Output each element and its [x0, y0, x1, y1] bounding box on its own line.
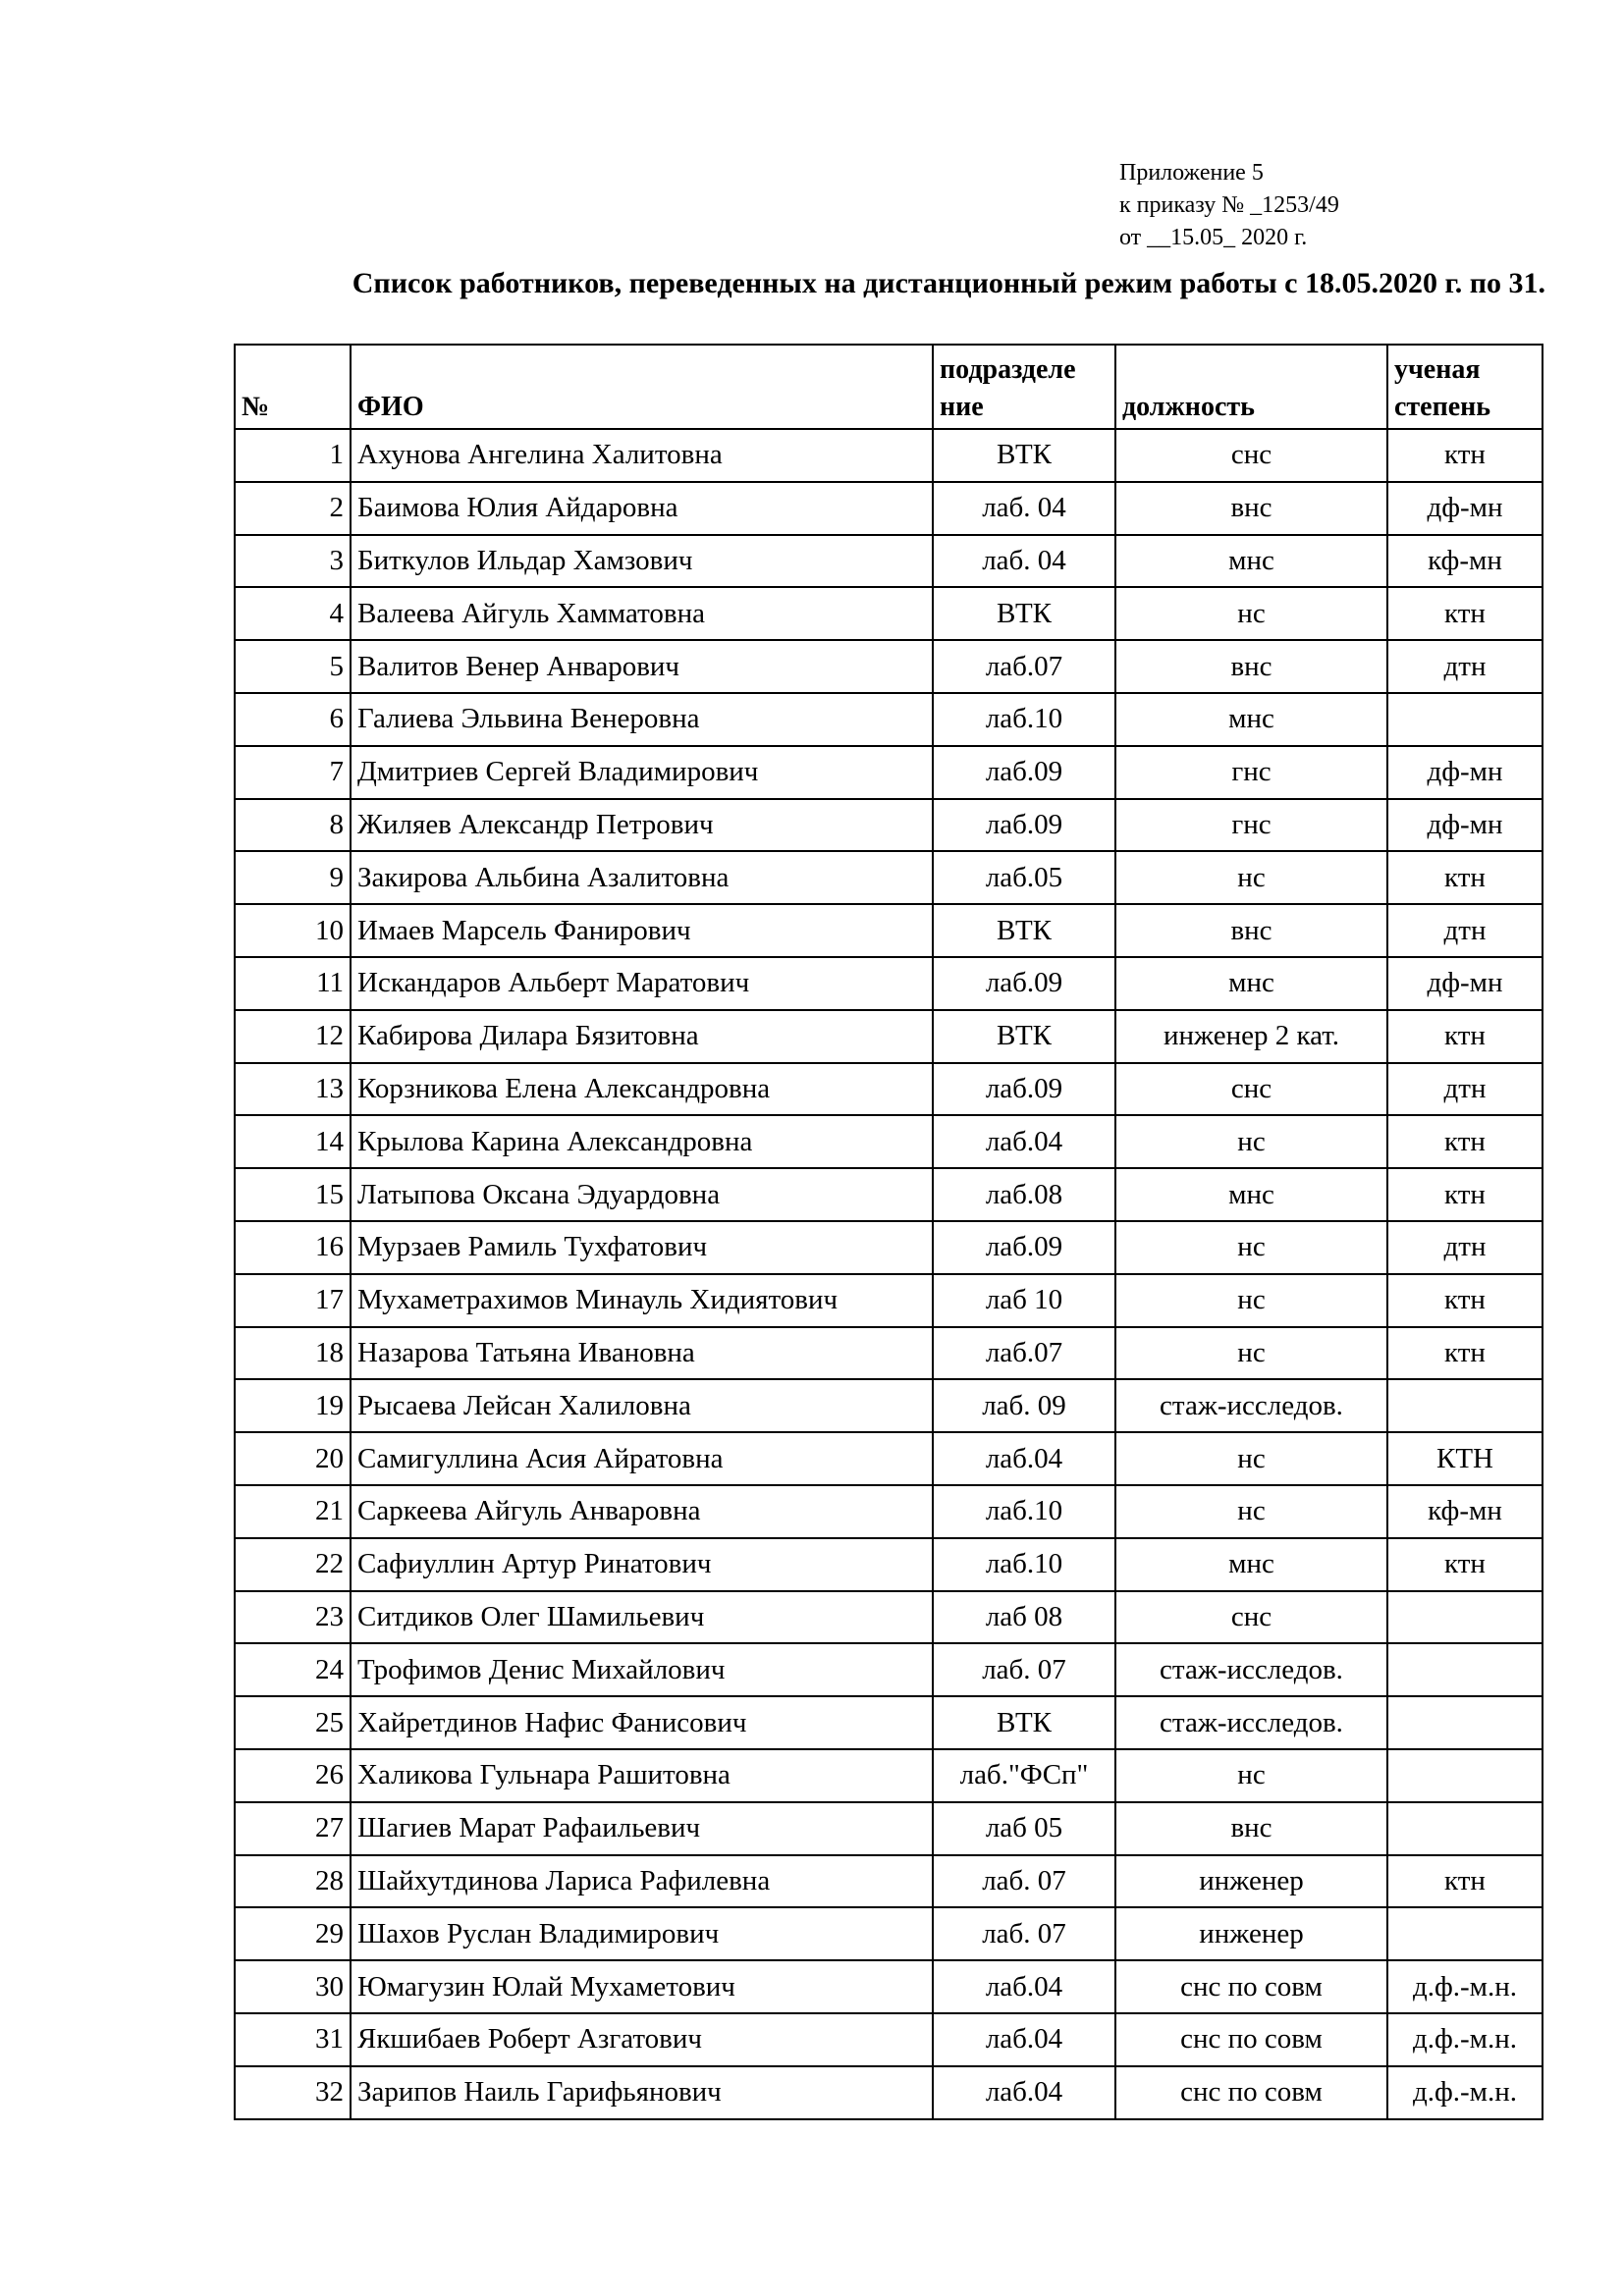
employee-name: Рысаева Лейсан Халиловна	[351, 1379, 933, 1432]
employee-name: Валитов Венер Анварович	[351, 640, 933, 693]
table-row	[235, 1907, 1543, 1960]
department: лаб.09	[933, 746, 1115, 799]
table-row	[235, 587, 1543, 640]
row-number: 27	[235, 1802, 351, 1855]
col-header-degree: ученая степень	[1387, 345, 1543, 429]
table-row	[235, 1063, 1543, 1116]
employee-name: Баимова Юлия Айдаровна	[351, 482, 933, 535]
table-row	[235, 1749, 1543, 1802]
academic-degree: ктн	[1387, 1115, 1543, 1168]
academic-degree: кф-мн	[1387, 1485, 1543, 1538]
employee-name: Назарова Татьяна Ивановна	[351, 1327, 933, 1380]
col-header-position: должность	[1115, 345, 1387, 429]
row-number: 14	[235, 1115, 351, 1168]
position: снс по совм	[1115, 2013, 1387, 2066]
row-number: 2	[235, 482, 351, 535]
position: нс	[1115, 1749, 1387, 1802]
employee-name: Халикова Гульнара Рашитовна	[351, 1749, 933, 1802]
academic-degree: ктн	[1387, 1538, 1543, 1591]
position: внс	[1115, 1802, 1387, 1855]
academic-degree: дтн	[1387, 904, 1543, 957]
academic-degree: д.ф.-м.н.	[1387, 2066, 1543, 2119]
employee-name: Латыпова Оксана Эдуардовна	[351, 1168, 933, 1221]
department: лаб.04	[933, 2066, 1115, 2119]
academic-degree	[1387, 693, 1543, 746]
employee-name: Якшибаев Роберт Азгатович	[351, 2013, 933, 2066]
department: лаб.05	[933, 851, 1115, 904]
academic-degree	[1387, 1749, 1543, 1802]
position: стаж-исследов.	[1115, 1696, 1387, 1749]
appendix-block	[1119, 157, 1339, 254]
department: лаб.10	[933, 1485, 1115, 1538]
row-number: 6	[235, 693, 351, 746]
document-title-area	[350, 267, 1545, 306]
academic-degree: дф-мн	[1387, 482, 1543, 535]
department: лаб.09	[933, 1221, 1115, 1274]
position: нс	[1115, 587, 1387, 640]
row-number: 9	[235, 851, 351, 904]
department: лаб.10	[933, 1538, 1115, 1591]
department: лаб 10	[933, 1274, 1115, 1327]
position: снс по совм	[1115, 2066, 1387, 2119]
table-row	[235, 904, 1543, 957]
position: стаж-исследов.	[1115, 1643, 1387, 1696]
table-row	[235, 746, 1543, 799]
table-header-row	[235, 345, 1543, 429]
row-number: 25	[235, 1696, 351, 1749]
table-row	[235, 1960, 1543, 2013]
position: снс по совм	[1115, 1960, 1387, 2013]
position: нс	[1115, 1221, 1387, 1274]
academic-degree: ктн	[1387, 851, 1543, 904]
employee-name: Трофимов Денис Михайлович	[351, 1643, 933, 1696]
department: лаб."ФСп"	[933, 1749, 1115, 1802]
table-row	[235, 1802, 1543, 1855]
employee-name: Валеева Айгуль Хамматовна	[351, 587, 933, 640]
row-number: 22	[235, 1538, 351, 1591]
employee-name: Шайхутдинова Лариса Рафилевна	[351, 1855, 933, 1908]
table-row	[235, 1168, 1543, 1221]
order-date: от __15.05_ 2020 г.	[1119, 225, 1308, 250]
position: гнс	[1115, 746, 1387, 799]
department: лаб. 07	[933, 1855, 1115, 1908]
position: внс	[1115, 640, 1387, 693]
position: инженер 2 кат.	[1115, 1010, 1387, 1063]
employee-name: Дмитриев Сергей Владимирович	[351, 746, 933, 799]
position: мнс	[1115, 535, 1387, 588]
academic-degree	[1387, 1379, 1543, 1432]
academic-degree: дтн	[1387, 640, 1543, 693]
department: лаб. 09	[933, 1379, 1115, 1432]
row-number: 30	[235, 1960, 351, 2013]
employee-name: Саркеева Айгуль Анваровна	[351, 1485, 933, 1538]
table-row	[235, 1485, 1543, 1538]
employee-name: Закирова Альбина Азалитовна	[351, 851, 933, 904]
position: нс	[1115, 1485, 1387, 1538]
employee-name: Галиева Эльвина Венеровна	[351, 693, 933, 746]
department: ВТК	[933, 429, 1115, 482]
table-row	[235, 482, 1543, 535]
employee-name: Хайретдинов Нафис Фанисович	[351, 1696, 933, 1749]
employee-name: Сафиуллин Артур Ринатович	[351, 1538, 933, 1591]
academic-degree	[1387, 1907, 1543, 1960]
row-number: 20	[235, 1432, 351, 1485]
table-row	[235, 429, 1543, 482]
employee-name: Биткулов Ильдар Хамзович	[351, 535, 933, 588]
academic-degree: ктн	[1387, 1327, 1543, 1380]
employee-name: Юмагузин Юлай Мухаметович	[351, 1960, 933, 2013]
row-number: 26	[235, 1749, 351, 1802]
table-row	[235, 2013, 1543, 2066]
appendix-number: Приложение 5	[1119, 160, 1264, 186]
table-row	[235, 693, 1543, 746]
academic-degree: дтн	[1387, 1221, 1543, 1274]
employee-name: Шахов Руслан Владимирович	[351, 1907, 933, 1960]
department: ВТК	[933, 587, 1115, 640]
employee-name: Ситдиков Олег Шамильевич	[351, 1591, 933, 1644]
academic-degree	[1387, 1643, 1543, 1696]
employee-name: Самигуллина Асия Айратовна	[351, 1432, 933, 1485]
row-number: 19	[235, 1379, 351, 1432]
department: лаб.10	[933, 693, 1115, 746]
row-number: 13	[235, 1063, 351, 1116]
table-row	[235, 1327, 1543, 1380]
academic-degree: дтн	[1387, 1063, 1543, 1116]
employee-name: Мурзаев Рамиль Тухфатович	[351, 1221, 933, 1274]
row-number: 4	[235, 587, 351, 640]
department: ВТК	[933, 1696, 1115, 1749]
employee-name: Ахунова Ангелина Халитовна	[351, 429, 933, 482]
row-number: 7	[235, 746, 351, 799]
table-row	[235, 1855, 1543, 1908]
row-number: 17	[235, 1274, 351, 1327]
academic-degree: КТН	[1387, 1432, 1543, 1485]
position: внс	[1115, 482, 1387, 535]
department: лаб 08	[933, 1591, 1115, 1644]
col-header-name: ФИО	[351, 345, 933, 429]
department: лаб.04	[933, 2013, 1115, 2066]
row-number: 12	[235, 1010, 351, 1063]
academic-degree: дф-мн	[1387, 746, 1543, 799]
table-row	[235, 957, 1543, 1010]
row-number: 31	[235, 2013, 351, 2066]
employee-name: Искандаров Альберт Маратович	[351, 957, 933, 1010]
col-header-number: №	[235, 345, 351, 429]
academic-degree: ктн	[1387, 1274, 1543, 1327]
department: лаб.07	[933, 1327, 1115, 1380]
table-row	[235, 535, 1543, 588]
row-number: 16	[235, 1221, 351, 1274]
department: лаб 05	[933, 1802, 1115, 1855]
position: снс	[1115, 1591, 1387, 1644]
employee-name: Корзникова Елена Александровна	[351, 1063, 933, 1116]
position: снс	[1115, 1063, 1387, 1116]
position: инженер	[1115, 1855, 1387, 1908]
row-number: 1	[235, 429, 351, 482]
table-row	[235, 1538, 1543, 1591]
position: нс	[1115, 1432, 1387, 1485]
employee-name: Крылова Карина Александровна	[351, 1115, 933, 1168]
table-row	[235, 1643, 1543, 1696]
position: нс	[1115, 1274, 1387, 1327]
position: внс	[1115, 904, 1387, 957]
table-row	[235, 1274, 1543, 1327]
table-row	[235, 1379, 1543, 1432]
row-number: 32	[235, 2066, 351, 2119]
employee-name: Шагиев Марат Рафаильевич	[351, 1802, 933, 1855]
row-number: 23	[235, 1591, 351, 1644]
academic-degree: кф-мн	[1387, 535, 1543, 588]
academic-degree: ктн	[1387, 587, 1543, 640]
academic-degree	[1387, 1802, 1543, 1855]
position: нс	[1115, 1115, 1387, 1168]
position: мнс	[1115, 1168, 1387, 1221]
row-number: 11	[235, 957, 351, 1010]
row-number: 29	[235, 1907, 351, 1960]
table-row	[235, 851, 1543, 904]
table-row	[235, 1221, 1543, 1274]
row-number: 24	[235, 1643, 351, 1696]
academic-degree: д.ф.-м.н.	[1387, 1960, 1543, 2013]
academic-degree: ктн	[1387, 1168, 1543, 1221]
department: лаб.04	[933, 1960, 1115, 2013]
staff-table	[234, 344, 1543, 2120]
department: лаб. 07	[933, 1643, 1115, 1696]
academic-degree: д.ф.-м.н.	[1387, 2013, 1543, 2066]
position: инженер	[1115, 1907, 1387, 1960]
employee-name: Кабирова Дилара Бязитовна	[351, 1010, 933, 1063]
position: снс	[1115, 429, 1387, 482]
academic-degree: ктн	[1387, 1855, 1543, 1908]
position: мнс	[1115, 1538, 1387, 1591]
employee-name: Имаев Марсель Фанирович	[351, 904, 933, 957]
department: лаб. 07	[933, 1907, 1115, 1960]
position: нс	[1115, 1327, 1387, 1380]
position: гнс	[1115, 799, 1387, 852]
row-number: 28	[235, 1855, 351, 1908]
department: лаб.04	[933, 1115, 1115, 1168]
academic-degree: ктн	[1387, 429, 1543, 482]
department: лаб. 04	[933, 482, 1115, 535]
employee-name: Зарипов Наиль Гарифьянович	[351, 2066, 933, 2119]
document-title: Список работников, переведенных на дистанционный режим работы с 18.05.2020 г. по 31.	[352, 267, 1545, 299]
department: лаб. 04	[933, 535, 1115, 588]
table-row	[235, 1010, 1543, 1063]
department: лаб.08	[933, 1168, 1115, 1221]
position: мнс	[1115, 957, 1387, 1010]
department: лаб.09	[933, 799, 1115, 852]
academic-degree	[1387, 1591, 1543, 1644]
department: лаб.09	[933, 957, 1115, 1010]
col-header-department: подразделе ние	[933, 345, 1115, 429]
row-number: 3	[235, 535, 351, 588]
academic-degree: дф-мн	[1387, 799, 1543, 852]
row-number: 18	[235, 1327, 351, 1380]
academic-degree: ктн	[1387, 1010, 1543, 1063]
department: ВТК	[933, 1010, 1115, 1063]
position: нс	[1115, 851, 1387, 904]
order-number: к приказу № _1253/49	[1119, 192, 1339, 218]
position: мнс	[1115, 693, 1387, 746]
table-row	[235, 799, 1543, 852]
row-number: 5	[235, 640, 351, 693]
academic-degree	[1387, 1696, 1543, 1749]
table-row	[235, 1591, 1543, 1644]
department: лаб.09	[933, 1063, 1115, 1116]
academic-degree: дф-мн	[1387, 957, 1543, 1010]
position: стаж-исследов.	[1115, 1379, 1387, 1432]
table-row	[235, 1696, 1543, 1749]
row-number: 8	[235, 799, 351, 852]
table-row	[235, 1115, 1543, 1168]
employee-name: Жиляев Александр Петрович	[351, 799, 933, 852]
table-row	[235, 2066, 1543, 2119]
table-row	[235, 640, 1543, 693]
department: лаб.04	[933, 1432, 1115, 1485]
row-number: 21	[235, 1485, 351, 1538]
department: лаб.07	[933, 640, 1115, 693]
table-row	[235, 1432, 1543, 1485]
department: ВТК	[933, 904, 1115, 957]
row-number: 15	[235, 1168, 351, 1221]
row-number: 10	[235, 904, 351, 957]
employee-name: Мухаметрахимов Минауль Хидиятович	[351, 1274, 933, 1327]
